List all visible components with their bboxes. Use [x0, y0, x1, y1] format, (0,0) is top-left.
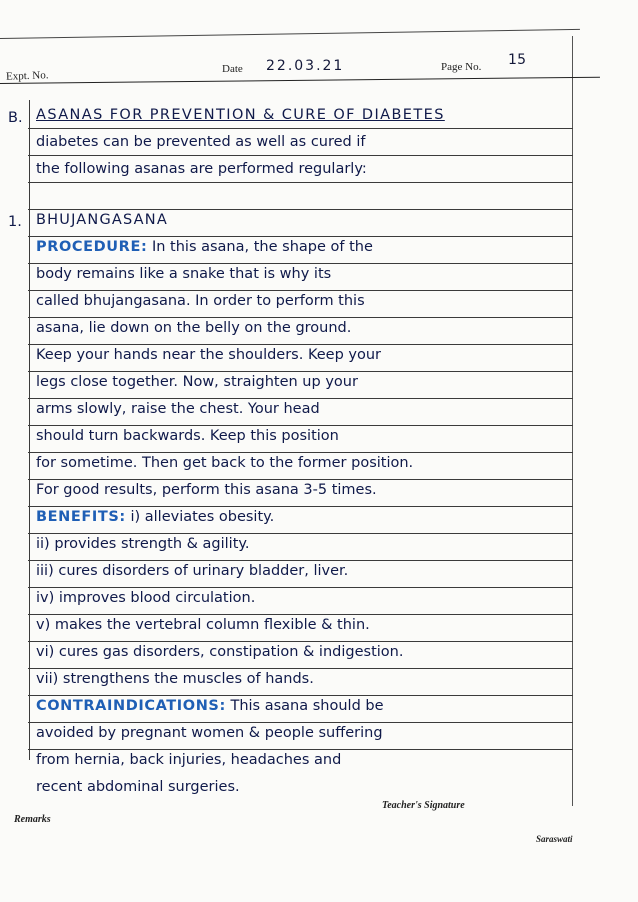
margin-line: [29, 100, 30, 760]
asana-marker: 1.: [8, 214, 22, 230]
contraindications-label: CONTRAINDICATIONS:: [36, 698, 226, 714]
procedure-line: arms slowly, raise the chest. Your head: [36, 401, 320, 417]
contraindication-text: avoided by pregnant women & people suffering: [36, 725, 383, 741]
procedure-line: should turn backwards. Keep this position: [36, 428, 339, 444]
benefit-item: v) makes the vertebral column flexible & thin.: [36, 617, 370, 633]
benefit-item: iii) cures disorders of urinary bladder, liver.: [36, 563, 349, 579]
contraindication-text: from hernia, back injuries, headaches and: [36, 752, 342, 768]
contraindications-line: [36, 698, 576, 724]
procedure-line: called bhujangasana. In order to perform this: [36, 293, 365, 309]
benefit-item: vii) strengthens the muscles of hands.: [36, 671, 314, 687]
procedure-label: PROCEDURE:: [36, 239, 148, 255]
procedure-line: for sometime. Then get back to the former position.: [36, 455, 414, 471]
section-title: ASANAS FOR PREVENTION & CURE OF DIABETES: [36, 107, 445, 123]
page-no-label: Page No.: [441, 61, 482, 73]
benefits-line: [36, 509, 576, 535]
date-value: 22.03.21: [266, 58, 345, 74]
contraindication-text: recent abdominal surgeries.: [36, 779, 240, 795]
section-marker: B.: [8, 110, 23, 126]
brand-logo: Saraswati: [536, 834, 573, 844]
procedure-line: legs close together. Now, straighten up your: [36, 374, 358, 390]
asana-name: BHUJANGASANA: [36, 212, 168, 228]
teacher-signature-label: Teacher's Signature: [382, 800, 465, 811]
procedure-line: [36, 239, 576, 265]
intro-line: diabetes can be prevented as well as cured if: [36, 134, 366, 150]
benefit-item: vi) cures gas disorders, constipation & indigestion.: [36, 644, 404, 660]
expt-no-label: Expt. No.: [5, 69, 49, 83]
contraindication-text: This asana should be: [230, 698, 384, 714]
benefit-item: ii) provides strength & agility.: [36, 536, 250, 552]
intro-line: the following asanas are performed regularly:: [36, 161, 367, 177]
benefit-item: i) alleviates obesity.: [130, 509, 275, 525]
date-label: Date: [222, 63, 243, 75]
page-no-value: 15: [508, 52, 527, 68]
rule-line: [28, 209, 573, 210]
procedure-text: In this asana, the shape of the: [151, 239, 373, 255]
procedure-line: Keep your hands near the shoulders. Keep your: [36, 347, 381, 363]
benefits-label: BENEFITS:: [36, 509, 126, 525]
benefit-item: iv) improves blood circulation.: [36, 590, 256, 606]
remarks-label: Remarks: [14, 814, 51, 825]
procedure-line: For good results, perform this asana 3-5 times.: [36, 482, 377, 498]
procedure-line: body remains like a snake that is why its: [36, 266, 332, 282]
procedure-line: asana, lie down on the belly on the ground.: [36, 320, 352, 336]
